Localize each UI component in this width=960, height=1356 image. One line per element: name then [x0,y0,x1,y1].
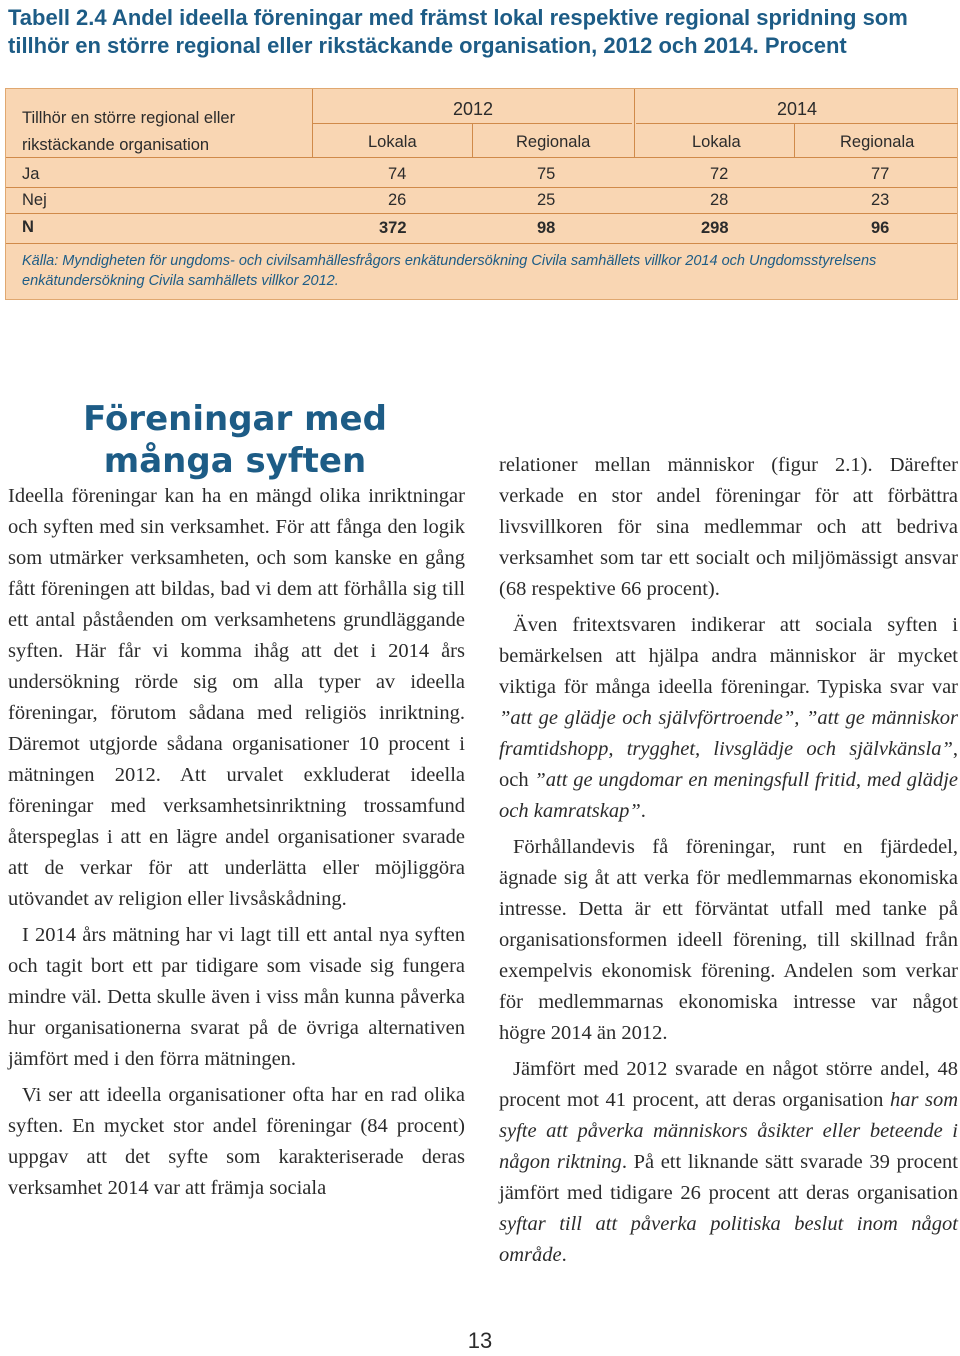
paragraph: Även fritextsvaren indikerar att sociala syften i bemärkelsen att hjälpa andra människor är mycket viktiga för många ideella föreningar. Typiska svar var ”att ge glädje och självförtroende”, ”att ge människor framtidshopp, trygghet, livsglädje och självkänsla”, och ”att ge ungdomar en meningsfull fritid, med glädje och kamratskap”. [499,614,958,822]
table-cell: 28 [710,191,729,209]
paragraph: Jämfört med 2012 svarade en något större andel, 48 procent mot 41 procent, att deras organisation har som syfte att påverka människors åsikter eller beteende i någon riktning. På ett liknande sätt svarade 39 procent jämfört med tidigare 26 procent att deras organisation syftar till att påverka politiska beslut inom något område. [499,1058,959,1266]
page-number: 13 [467,1328,493,1353]
year-underline-2014 [636,123,958,124]
table-cell: 75 [537,165,556,183]
table-cell: 26 [388,191,407,209]
table-caption: Tabell 2.4 Andel ideella föreningar med främst lokal respektive regional spridning som tillhör en större regional eller rikstäckande organisation, 2012 och 2014. Procent [8,5,908,58]
right-column [499,450,958,1276]
paragraph: Ideella föreningar kan ha en mängd olika inriktningar och syften med sin verksamhet. För att fånga den logik som utmärker verksamheten, och som kanske en gång fått föreningen att bildas, bad vi dem att förhålla sig till ett antal påståenden om verksamhetens grundläggande syften. Här får vi komma ihåg att det i 2014 års undersökning rörde sig om alla typer av ideella föreningar, förutom sådana med religiös inriktning. Däremot utgjorde sådana organisationer 10 procent i mätningen 2012. Att urvalet exkluderat ideella föreningar med verksamhetsinriktning trossamfund återspeglas i att en lägre andel organisationer svarade att de verkar för att underlätta eller möjliggöra utövandet av religion eller livsåskådning. [8,485,465,910]
paragraph: Förhållandevis få föreningar, runt en fjärdedel, ägnade sig åt att verka för medlemmarnas ekonomiska intresse. Detta är ett förväntat utfall med tanke på organisationsformen ideell förening, till skillnad från exempelvis ekonomisk förening. Andelen som verkar för medlemmarnas ekonomiska intresse var något högre 2014 än 2012. [499,836,958,1044]
row-label-n: N [22,218,34,236]
paragraph: Vi ser att ideella organisationer ofta har en rad olika syften. En mycket stor andel föreningar (84 procent) uppgav att det syfte som karakteriserade deras verksamhet 2014 var att främja sociala [8,1084,465,1199]
year-2014-header: 2014 [777,99,818,119]
table-cell: 96 [871,219,890,237]
table-cell: 74 [388,165,407,183]
table-cell: 23 [871,191,890,209]
col-header-regionala-2014: Regionala [840,133,915,151]
paragraph: I 2014 års mätning har vi lagt till ett antal nya syften och tagit bort ett par tidigare som visade sig fungera mindre väl. Detta skulle även i viss mån kunna påverka hur organisationerna svarat på de övriga alternativen jämfört med i den förra mätningen. [8,924,465,1070]
row-divider [6,243,957,244]
column-divider [312,89,313,157]
row-header: Tillhör en större regional eller rikstäckande organisation [22,109,236,154]
column-divider [472,123,473,157]
table-cell: 98 [537,219,556,237]
year-2012-header: 2012 [453,99,494,119]
data-table [5,88,958,300]
table-cell: 77 [871,165,890,183]
row-label-nej: Nej [22,191,47,209]
col-header-lokala-2014: Lokala [692,133,741,151]
row-divider [6,213,957,214]
column-divider [794,123,795,157]
row-divider [6,187,957,188]
table-cell: 25 [537,191,556,209]
column-divider [634,89,635,157]
col-header-regionala-2012: Regionala [516,133,591,151]
section-heading: Föreningar med många syften [83,399,387,481]
table-source: Källa: Myndigheten för ungdoms- och civilsamhällesfrågors enkätundersökning Civila samhällets villkor 2014 och Ungdomsstyrelsens enkätundersökning Civila samhällets villkor 2012. [22,253,877,289]
col-header-lokala-2012: Lokala [368,133,417,151]
header-divider [6,157,957,158]
table-cell: 298 [701,219,729,237]
table-cell: 372 [379,219,407,237]
table-cell: 72 [710,165,729,183]
left-column [8,481,465,1209]
paragraph: relationer mellan människor (figur 2.1). Därefter verkade en stor andel föreningar för att förbättra livsvillkoren för sina medlemmar och att bedriva verksamhet som tar ett socialt och miljömässigt ansvar (68 respektive 66 procent). [499,454,958,600]
row-label-ja: Ja [22,165,40,183]
